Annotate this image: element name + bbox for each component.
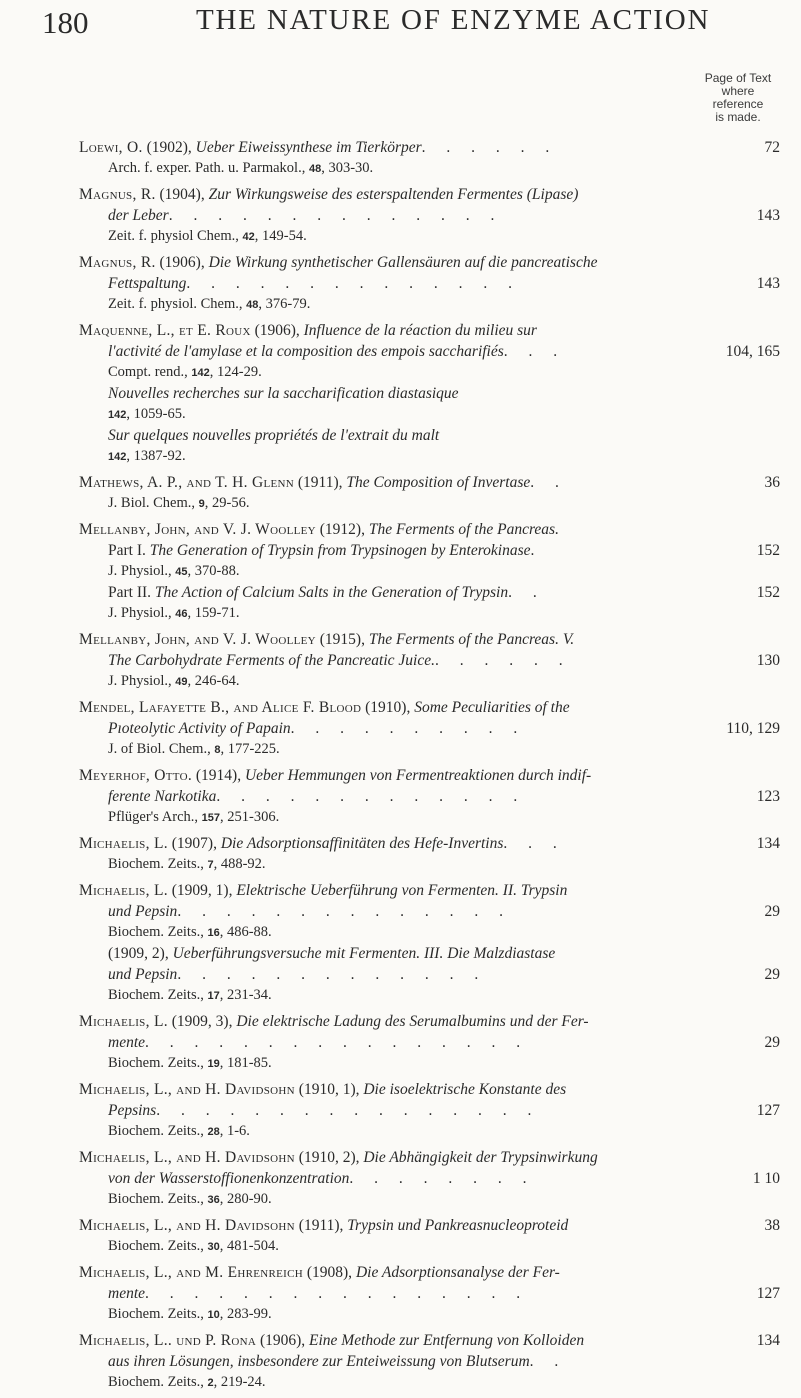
entry-date: (1915), bbox=[315, 631, 369, 648]
entry-line bbox=[79, 765, 797, 786]
entry-line bbox=[79, 1330, 797, 1351]
dot-leader: . . . . . . bbox=[421, 139, 558, 156]
work-title: mente bbox=[108, 1034, 146, 1051]
work-title: von der Wasserstoffionenkonzentration bbox=[108, 1170, 350, 1187]
bibliography-entry bbox=[79, 765, 797, 828]
volume-number: 2 bbox=[207, 1377, 214, 1389]
journal-name: Compt. rend., bbox=[108, 364, 192, 380]
work-title: Pıoteolytic Activity of Papain bbox=[108, 720, 291, 737]
author-name: Michaelis, L.. und P. Rona bbox=[79, 1332, 257, 1349]
entry-line bbox=[79, 629, 797, 650]
dot-leader: . . . . . . . . . . . . . . bbox=[177, 903, 512, 920]
dot-leader: . . . . . . . . . . . . . . bbox=[186, 275, 521, 292]
author-name: Mathews, A. P., and T. H. Glenn bbox=[79, 474, 295, 491]
work-title: Pepsins bbox=[108, 1102, 157, 1119]
work-title: The Generation of Trypsin from Trypsinogen by Enterokinase bbox=[149, 542, 531, 559]
citation-line bbox=[79, 404, 797, 425]
work-title: Die Abhängigkeit der Trypsinwirkung bbox=[363, 1149, 598, 1166]
journal-name: Biochem. Zeits., bbox=[108, 987, 208, 1003]
page-reference: 134 bbox=[756, 835, 780, 852]
journal-name: Zeit. f. physiol Chem., bbox=[108, 228, 243, 244]
work-title: Zur Wirkungsweise des esterspaltenden Fermentes (Lipase) bbox=[208, 186, 579, 203]
entry-date: (1910, 1), bbox=[294, 1081, 364, 1098]
page-range: , 177-225. bbox=[220, 741, 280, 757]
journal-name: J. Physiol., bbox=[108, 605, 176, 621]
entry-line bbox=[79, 273, 797, 294]
page-reference: 127 bbox=[756, 1102, 780, 1119]
work-title: Ueberführungsversuche mit Fermenten. III. Die Malzdiastase bbox=[172, 945, 556, 962]
page-reference: 38 bbox=[764, 1217, 780, 1234]
entry-line bbox=[79, 184, 797, 205]
citation-line bbox=[79, 561, 797, 582]
bibliography-entry bbox=[79, 629, 797, 692]
page-reference: 127 bbox=[756, 1285, 780, 1302]
citation-line bbox=[79, 1053, 797, 1074]
entry-line bbox=[79, 519, 797, 540]
entry-date: (1906), bbox=[155, 254, 209, 271]
journal-name: Pflüger's Arch., bbox=[108, 809, 202, 825]
page-reference: 36 bbox=[764, 474, 780, 491]
journal-name: Biochem. Zeits., bbox=[108, 856, 208, 872]
volume-number: 17 bbox=[207, 990, 220, 1002]
bibliography-entry bbox=[79, 1147, 797, 1210]
volume-number: 19 bbox=[207, 1058, 220, 1070]
entry-date: (1914), bbox=[192, 767, 245, 784]
entry-line bbox=[79, 341, 797, 362]
volume-number: 7 bbox=[207, 859, 214, 871]
citation-line bbox=[79, 1304, 797, 1325]
citation-line bbox=[79, 922, 797, 943]
work-title: Elektrische Ueberführung von Fermenten. II. Trypsin bbox=[236, 882, 568, 899]
volume-number: 48 bbox=[246, 299, 259, 311]
bibliography-entry bbox=[79, 519, 797, 624]
work-title: und Pepsin bbox=[108, 966, 178, 983]
author-name: Loewi, O. bbox=[79, 139, 143, 156]
citation-line bbox=[79, 493, 797, 514]
citation-line bbox=[79, 1372, 797, 1393]
bibliography-entry bbox=[79, 697, 797, 760]
entry-line bbox=[79, 786, 797, 807]
author-name: Michaelis, L. bbox=[79, 882, 168, 899]
entry-line bbox=[79, 1079, 797, 1100]
entry-line bbox=[79, 1283, 797, 1304]
volume-number: 157 bbox=[201, 812, 220, 824]
volume-number: 36 bbox=[207, 1194, 220, 1206]
work-title: Die isoelektrische Konstante des bbox=[363, 1081, 567, 1098]
bibliography-entry bbox=[79, 320, 797, 467]
work-title: Trypsin und Pankreasnucleoproteid bbox=[347, 1217, 569, 1234]
journal-name: J. Physiol., bbox=[108, 673, 176, 689]
page-reference-column-header bbox=[696, 72, 780, 124]
journal-name: J. of Biol. Chem., bbox=[108, 741, 215, 757]
author-name: Michaelis, L. bbox=[79, 835, 168, 852]
bibliography-entry bbox=[79, 880, 797, 1006]
entry-line bbox=[79, 582, 797, 603]
entry-line bbox=[79, 540, 797, 561]
author-name: Maquenne, L., et E. Roux bbox=[79, 322, 251, 339]
dot-leader: . . . . . . . . . . . . . . . . bbox=[145, 1034, 529, 1051]
entry-line bbox=[79, 1168, 797, 1189]
citation-line bbox=[79, 854, 797, 875]
entry-line bbox=[79, 1262, 797, 1283]
entry-date: (1909, 1), bbox=[167, 882, 237, 899]
page-reference: 29 bbox=[764, 903, 780, 920]
volume-number: 30 bbox=[207, 1241, 220, 1253]
page-reference: 130 bbox=[756, 652, 780, 669]
entry-date: (1909, 3), bbox=[167, 1013, 237, 1030]
page-reference: 104, 165 bbox=[725, 343, 780, 360]
page-reference: 152 bbox=[756, 542, 780, 559]
page-range: , 251-306. bbox=[220, 809, 280, 825]
entry-line bbox=[79, 1100, 797, 1121]
bibliography-entry bbox=[79, 1262, 797, 1325]
citation-line bbox=[79, 226, 797, 247]
bibliography-entry bbox=[79, 833, 797, 875]
author-name: Michaelis, L., and H. Davidsohn bbox=[79, 1081, 295, 1098]
entry-date: (1907), bbox=[167, 835, 221, 852]
citation-line bbox=[79, 1189, 797, 1210]
entry-line bbox=[79, 1351, 797, 1372]
page-range: , 159-71. bbox=[187, 605, 240, 621]
author-name: Michaelis, L., and M. Ehrenreich bbox=[79, 1264, 303, 1281]
entry-part: (1909, 2), bbox=[108, 945, 173, 962]
column-header-line: is made. bbox=[715, 110, 761, 124]
page-range: , 283-99. bbox=[219, 1306, 272, 1322]
bibliography-entry bbox=[79, 472, 797, 514]
page-range: , 149-54. bbox=[254, 228, 307, 244]
journal-name: Biochem. Zeits., bbox=[108, 1123, 208, 1139]
work-title: The Action of Calcium Salts in the Generation of Trypsin bbox=[154, 584, 509, 601]
work-title: Sur quelques nouvelles propriétés de l'extrait du malt bbox=[108, 427, 440, 444]
entry-line bbox=[79, 650, 797, 671]
work-title: Eine Methode zur Entfernung von Kolloiden bbox=[309, 1332, 585, 1349]
journal-name: Arch. f. exper. Path. u. Parmakol., bbox=[108, 160, 309, 176]
journal-name: Biochem. Zeits., bbox=[108, 1191, 208, 1207]
entry-line bbox=[79, 880, 797, 901]
page-range: , 303-30. bbox=[321, 160, 374, 176]
work-title: Die Wirkung synthetischer Gallensäuren auf die pancreatische bbox=[208, 254, 598, 271]
dot-leader: . . . bbox=[503, 835, 566, 852]
journal-name: Biochem. Zeits., bbox=[108, 1238, 208, 1254]
page-reference: 143 bbox=[756, 207, 780, 224]
citation-line bbox=[79, 446, 797, 467]
volume-number: 46 bbox=[175, 608, 188, 620]
page-reference: 72 bbox=[764, 139, 780, 156]
entry-line bbox=[79, 718, 797, 739]
author-name: Michaelis, L., and H. Davidsohn bbox=[79, 1217, 295, 1234]
entry-line bbox=[79, 1011, 797, 1032]
page-range: , 231-34. bbox=[219, 987, 272, 1003]
citation-line bbox=[79, 985, 797, 1006]
citation-line bbox=[79, 158, 797, 179]
dot-leader: . . . . . . . . . . . . . . bbox=[168, 207, 503, 224]
citation-line bbox=[79, 807, 797, 828]
work-title: Ueber Eiweissynthese im Tierkörper bbox=[195, 139, 422, 156]
author-name: Mellanby, John, and V. J. Woolley bbox=[79, 631, 316, 648]
page-reference: 29 bbox=[764, 966, 780, 983]
entry-line bbox=[79, 943, 797, 964]
volume-number: 9 bbox=[198, 498, 205, 510]
entry-line bbox=[79, 383, 797, 404]
entry-line bbox=[79, 425, 797, 446]
entry-date: (1910, 2), bbox=[294, 1149, 364, 1166]
journal-name: Zeit. f. physiol. Chem., bbox=[108, 296, 247, 312]
running-head: THE NATURE OF ENZYME ACTION bbox=[196, 4, 711, 36]
entry-part: Part II. bbox=[108, 584, 155, 601]
journal-name: J. Physiol., bbox=[108, 563, 176, 579]
entry-date: (1910), bbox=[361, 699, 415, 716]
volume-number: 142 bbox=[108, 451, 127, 463]
work-title: The Ferments of the Pancreas. bbox=[368, 521, 559, 538]
entry-line bbox=[79, 1147, 797, 1168]
column-header-line: Page of Text bbox=[704, 71, 772, 85]
author-name: Meyerhof, Otto. bbox=[79, 767, 193, 784]
page-range: , 376-79. bbox=[258, 296, 311, 312]
entry-line bbox=[79, 1032, 797, 1053]
page-range: , 488-92. bbox=[213, 856, 266, 872]
journal-name: Biochem. Zeits., bbox=[108, 1306, 208, 1322]
citation-line bbox=[79, 1121, 797, 1142]
dot-leader: . . . . . . . . . . . . . . . . bbox=[156, 1102, 540, 1119]
citation-line bbox=[79, 603, 797, 624]
bibliography-entry bbox=[79, 1011, 797, 1074]
dot-leader: . . . bbox=[503, 343, 566, 360]
entry-line bbox=[79, 833, 797, 854]
bibliography-entry bbox=[79, 252, 797, 315]
page-reference: 110, 129 bbox=[726, 720, 780, 737]
page-reference: 134 bbox=[756, 1332, 780, 1349]
work-title: Die Adsorptionsaffinitäten des Hefe-Invertins bbox=[220, 835, 504, 852]
citation-line bbox=[79, 1236, 797, 1257]
work-title: Ueber Hemmungen von Fermentreaktionen durch indif- bbox=[244, 767, 592, 784]
journal-name: J. Biol. Chem., bbox=[108, 495, 199, 511]
page-range: , 181-85. bbox=[219, 1055, 272, 1071]
dot-leader: . . . . . . . . . . bbox=[290, 720, 526, 737]
volume-number: 42 bbox=[242, 231, 255, 243]
work-title: Die elektrische Ladung des Serumalbumins und der Fer- bbox=[236, 1013, 589, 1030]
work-title: l'activité de l'amylase et la composition des empois saccharifiés bbox=[108, 343, 504, 360]
work-title: ferente Narkotika bbox=[108, 788, 217, 805]
entry-date: (1906), bbox=[250, 322, 304, 339]
volume-number: 142 bbox=[108, 409, 127, 421]
citation-line bbox=[79, 294, 797, 315]
work-title: Die Adsorptionsanalyse der Fer- bbox=[355, 1264, 560, 1281]
page-range: , 29-56. bbox=[204, 495, 250, 511]
volume-number: 10 bbox=[207, 1309, 220, 1321]
author-name: Magnus, R. bbox=[79, 186, 156, 203]
page-range: , 246-64. bbox=[187, 673, 240, 689]
column-header-line: where bbox=[721, 84, 755, 98]
dot-leader: . . bbox=[529, 1353, 567, 1370]
entry-line bbox=[79, 964, 797, 985]
entry-line bbox=[79, 252, 797, 273]
page-range: , 280-90. bbox=[219, 1191, 272, 1207]
volume-number: 16 bbox=[207, 927, 220, 939]
page-reference: 143 bbox=[756, 275, 780, 292]
work-title: The Ferments of the Pancreas. V. bbox=[368, 631, 575, 648]
citation-line bbox=[79, 362, 797, 383]
work-title: Influence de la réaction du milieu sur bbox=[303, 322, 537, 339]
work-title: Fettspaltung bbox=[108, 275, 187, 292]
page-range: , 1387-92. bbox=[126, 448, 186, 464]
bibliography-entry bbox=[79, 1079, 797, 1142]
journal-name: Biochem. Zeits., bbox=[108, 1055, 208, 1071]
work-title: der Leber bbox=[108, 207, 169, 224]
entry-line bbox=[79, 472, 797, 493]
dot-leader: . bbox=[530, 542, 543, 559]
volume-number: 28 bbox=[207, 1126, 220, 1138]
dot-leader: . . . . . . . . . . . . . bbox=[177, 966, 487, 983]
column-header-line: reference bbox=[712, 97, 764, 111]
entry-date: (1902), bbox=[142, 139, 196, 156]
entry-date: (1911), bbox=[294, 474, 347, 491]
work-title: aus ihren Lösungen, insbesondere zur Enteiweissung von Blutserum bbox=[108, 1353, 530, 1370]
dot-leader: . . bbox=[508, 584, 546, 601]
bibliography-entry bbox=[79, 184, 797, 247]
author-name: Michaelis, L., and H. Davidsohn bbox=[79, 1149, 295, 1166]
page-number: 180 bbox=[42, 5, 89, 40]
page-range: , 1-6. bbox=[219, 1123, 250, 1139]
volume-number: 49 bbox=[175, 676, 188, 688]
page-range: , 219-24. bbox=[213, 1374, 266, 1390]
bibliography-entry bbox=[79, 137, 797, 179]
entry-date: (1904), bbox=[155, 186, 209, 203]
entry-line bbox=[79, 205, 797, 226]
entry-line bbox=[79, 320, 797, 341]
bibliography-entries bbox=[79, 137, 797, 1398]
entry-line bbox=[79, 697, 797, 718]
volume-number: 48 bbox=[308, 163, 322, 175]
entry-line bbox=[79, 137, 797, 158]
volume-number: 45 bbox=[175, 566, 188, 578]
citation-line bbox=[79, 671, 797, 692]
bibliography-entry bbox=[79, 1330, 797, 1393]
dot-leader: . . . . . . . . . . . . . bbox=[216, 788, 526, 805]
entry-part: Part I. bbox=[108, 542, 150, 559]
entry-date: (1912), bbox=[315, 521, 369, 538]
journal-name: Biochem. Zeits., bbox=[108, 1374, 208, 1390]
author-name: Mendel, Lafayette B., and Alice F. Blood bbox=[79, 699, 362, 716]
page-range: , 124-29. bbox=[209, 364, 262, 380]
dot-leader: . . . . . . . . . . . . . . . . bbox=[145, 1285, 529, 1302]
author-name: Michaelis, L. bbox=[79, 1013, 168, 1030]
page-reference: 123 bbox=[756, 788, 780, 805]
entry-line bbox=[79, 1215, 797, 1236]
page-range: , 481-504. bbox=[219, 1238, 279, 1254]
work-title: Some Peculiarities of the bbox=[414, 699, 570, 716]
volume-number: 142 bbox=[191, 367, 210, 379]
work-title: und Pepsin bbox=[108, 903, 178, 920]
work-title: Nouvelles recherches sur la saccharification diastasique bbox=[108, 385, 459, 402]
dot-leader: . . bbox=[530, 474, 568, 491]
page-reference: 152 bbox=[756, 584, 780, 601]
work-title: mente bbox=[108, 1285, 146, 1302]
dot-leader: . . . . . . . . bbox=[349, 1170, 536, 1187]
bibliography-entry bbox=[79, 1215, 797, 1257]
author-name: Mellanby, John, and V. J. Woolley bbox=[79, 521, 316, 538]
entry-date: (1906), bbox=[256, 1332, 310, 1349]
author-name: Magnus, R. bbox=[79, 254, 156, 271]
entry-line bbox=[79, 901, 797, 922]
entry-date: (1911), bbox=[294, 1217, 348, 1234]
journal-name: Biochem. Zeits., bbox=[108, 924, 208, 940]
page-range: , 1059-65. bbox=[126, 406, 186, 422]
work-title: The Composition of Invertase bbox=[346, 474, 531, 491]
entry-date: (1908), bbox=[302, 1264, 356, 1281]
work-title: The Carbohydrate Ferments of the Pancreatic Juice. bbox=[108, 652, 435, 669]
page-reference: 1 10 bbox=[752, 1170, 780, 1187]
volume-number: 8 bbox=[214, 744, 221, 756]
page-range: , 370-88. bbox=[187, 563, 240, 579]
citation-line bbox=[79, 739, 797, 760]
dot-leader: . . . . . . bbox=[435, 652, 572, 669]
page-range: , 486-88. bbox=[219, 924, 272, 940]
page-reference: 29 bbox=[764, 1034, 780, 1051]
